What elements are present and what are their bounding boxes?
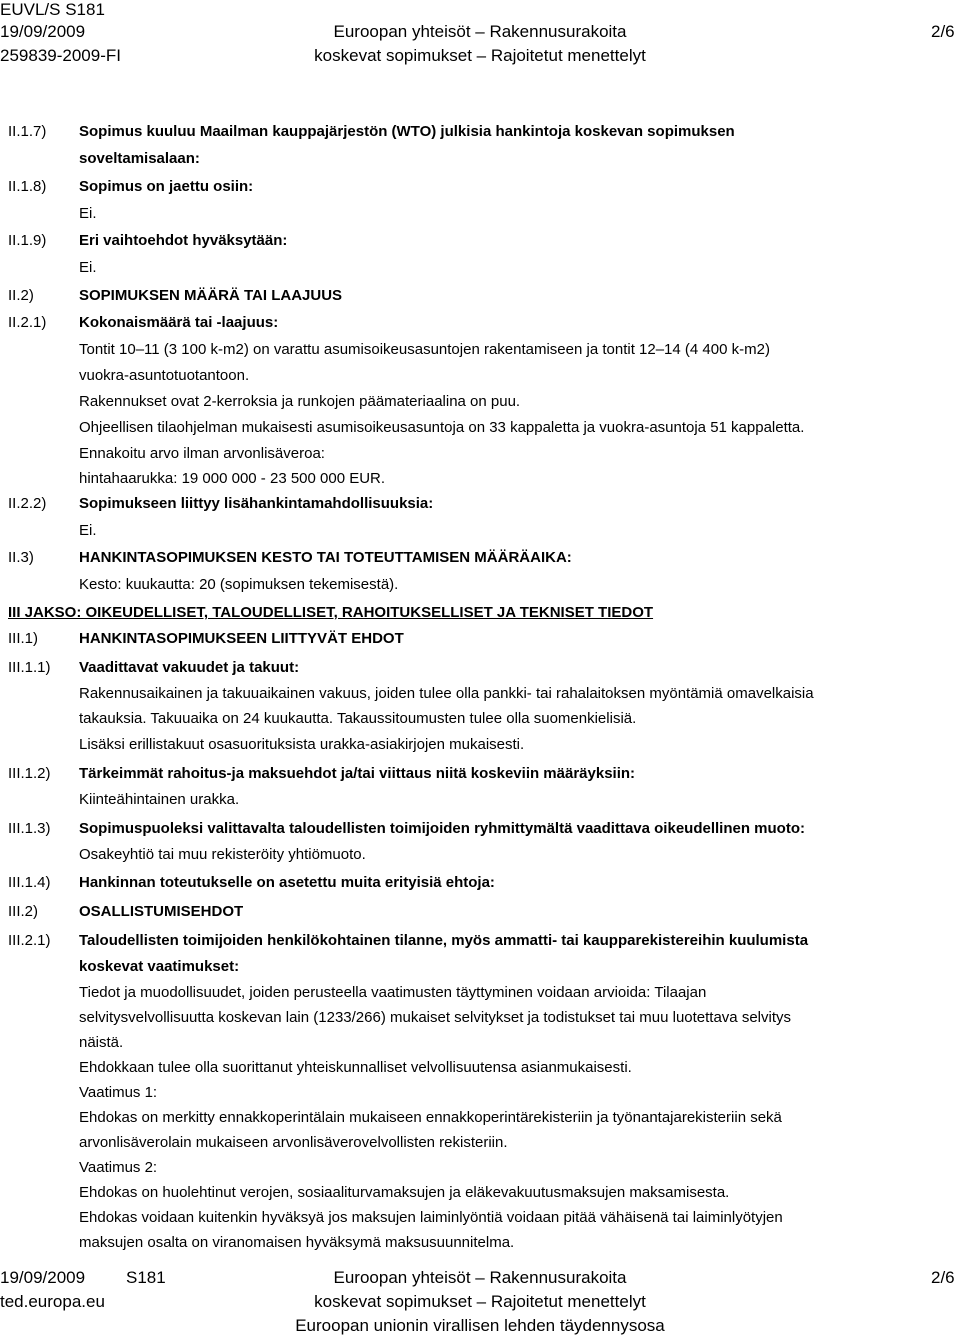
duration-value: Kesto: kuukautta: 20 (sopimuksen tekemisestä). [79, 576, 399, 593]
requirement-2-text: maksujen osalta on viranomaisen hyväksymä maksusuunnitelma. [79, 1234, 515, 1251]
footer-page-number: 2/6 [931, 1268, 955, 1287]
section-number: II.2) [8, 287, 34, 304]
special-conditions-heading: Hankinnan toteutukselle on asetettu muita erityisiä ehtoja: [79, 874, 495, 891]
header-date: 19/09/2009 [0, 22, 86, 41]
total-quantity-heading: Kokonaismäärä tai -laajuus: [79, 314, 279, 331]
financing-value: Kiinteähintainen urakka. [79, 791, 240, 808]
section-number: II.2.1) [8, 314, 47, 331]
estimated-value: hintahaarukka: 19 000 000 - 23 500 000 EUR. [79, 470, 386, 487]
section-iii-title: III JAKSO: OIKEUDELLISET, TALOUDELLISET, RAHOITUKSELLISET JA TEKNISET TIEDOT [8, 604, 654, 621]
requirement-2-text: Ehdokas voidaan kuitenkin hyväksyä jos maksujen laiminlyöntiä voidaan pitää vähäisenä tai laiminlyötyjen [79, 1209, 783, 1226]
estimated-value-label: Ennakoitu arvo ilman arvonlisäveroa: [79, 445, 325, 462]
participation-conditions-heading: OSALLISTUMISEHDOT [79, 903, 244, 920]
section-number: III.1.1) [8, 659, 51, 676]
financing-heading: Tärkeimmät rahoitus-ja maksuehdot ja/tai viittaus niitä koskeviin määräyksiin: [79, 765, 636, 782]
wto-heading: Sopimus kuuluu Maailman kauppajärjestön (WTO) julkisia hankintoja koskevan sopimuksen [79, 123, 735, 140]
header-subtitle: koskevat sopimukset – Rajoitetut menettelyt [314, 46, 646, 65]
legal-form-value: Osakeyhtiö tai muu rekisteröity yhtiömuoto. [79, 846, 366, 863]
footer-journal: Euroopan unionin virallisen lehden täydennysosa [295, 1316, 665, 1335]
requirement-2-text: Ehdokas on huolehtinut verojen, sosiaaliturvamaksujen ja eläkevakuutusmaksujen maksamisesta. [79, 1184, 730, 1201]
requirement-2-label: Vaatimus 2: [79, 1159, 158, 1176]
personal-situation-heading-cont: koskevat vaatimukset: [79, 958, 240, 975]
section-number: III.2) [8, 903, 39, 920]
section-number: III.1.2) [8, 765, 51, 782]
scope-text: Ohjeellisen tilaohjelman mukaisesti asumisoikeusasuntoja on 33 kappaletta ja vuokra-asuntoja 51 kappaletta. [79, 419, 805, 436]
wto-heading-cont: soveltamisalaan: [79, 150, 200, 167]
requirements-text: näistä. [79, 1034, 124, 1051]
footer-date: 19/09/2009 [0, 1268, 86, 1287]
footer-subtitle: koskevat sopimukset – Rajoitetut menettelyt [314, 1292, 646, 1311]
section-number: II.3) [8, 549, 34, 566]
requirement-1-label: Vaatimus 1: [79, 1084, 158, 1101]
scope-text: Tontit 10–11 (3 100 k-m2) on varattu asumisoikeusasuntojen rakentamiseen ja tontit 12–14 (4 400 k-m2) [79, 341, 770, 358]
footer-site-link[interactable]: ted.europa.eu [0, 1292, 105, 1311]
footer-title: Euroopan yhteisöt – Rakennusurakoita [333, 1268, 627, 1287]
section-number: II.2.2) [8, 495, 47, 512]
section-number: III.1.4) [8, 874, 51, 891]
section-number: III.1) [8, 630, 39, 647]
requirements-text: Ehdokkaan tulee olla suorittanut yhteiskunnalliset velvollisuutensa asianmukaisesti. [79, 1059, 632, 1076]
options-value: Ei. [79, 522, 97, 539]
scope-text: vuokra-asuntotuotantoon. [79, 367, 250, 384]
header-title: Euroopan yhteisöt – Rakennusurakoita [333, 22, 627, 41]
section-number: II.1.7) [8, 123, 47, 140]
quantity-section-title: SOPIMUKSEN MÄÄRÄ TAI LAAJUUS [79, 287, 343, 304]
footer-code: S181 [126, 1268, 166, 1287]
duration-heading: HANKINTASOPIMUKSEN KESTO TAI TOTEUTTAMISEN MÄÄRÄAIKA: [79, 549, 572, 566]
lots-heading: Sopimus on jaettu osiin: [79, 178, 254, 195]
header-notice-number: 259839-2009-FI [0, 46, 121, 65]
section-number: III.1.3) [8, 820, 51, 837]
guarantees-text: Rakennusaikainen ja takuuaikainen vakuus, joiden tulee olla pankki- tai rahalaitoksen myöntämiä omavelkaisia [79, 685, 814, 702]
section-number: II.1.9) [8, 232, 47, 249]
section-number: III.2.1) [8, 932, 51, 949]
legal-form-heading: Sopimuspuoleksi valittavalta taloudellisten toimijoiden ryhmittymältä vaadittava oikeudellinen muoto: [79, 820, 805, 837]
requirements-text: selvitysvelvollisuutta koskevan lain (1233/266) mukaiset selvitykset ja todistukset tai muu luotettava selvitys [79, 1009, 791, 1026]
guarantees-heading: Vaadittavat vakuudet ja takuut: [79, 659, 300, 676]
guarantees-text: takauksia. Takuuaika on 24 kuukautta. Takaussitoumusten tulee olla suomenkielisiä. [79, 710, 637, 727]
section-number: II.1.8) [8, 178, 47, 195]
requirements-text: Tiedot ja muodollisuudet, joiden perusteella vaatimusten täyttyminen voidaan arvioida: Tilaajan [79, 984, 707, 1001]
scope-text: Rakennukset ovat 2-kerroksia ja runkojen päämateriaalina on puu. [79, 393, 521, 410]
header-page-number: 2/6 [931, 22, 955, 41]
contract-conditions-heading: HANKINTASOPIMUKSEEN LIITTYVÄT EHDOT [79, 630, 404, 647]
personal-situation-heading: Taloudellisten toimijoiden henkilökohtainen tilanne, myös ammatti- tai kaupparekistereihin kuulumista [79, 932, 809, 949]
options-heading: Sopimukseen liittyy lisähankintamahdollisuuksia: [79, 495, 434, 512]
requirement-1-text: Ehdokas on merkitty ennakkoperintälain mukaiseen ennakkoperintärekisteriin ja työnantajarekisteriin sekä [79, 1109, 782, 1126]
requirement-1-text: arvonlisäverolain mukaiseen arvonlisäverovelvollisten rekisteriin. [79, 1134, 508, 1151]
guarantees-text: Lisäksi erillistakuut osasuorituksista urakka-asiakirjojen mukaisesti. [79, 736, 525, 753]
variants-value: Ei. [79, 259, 97, 276]
variants-heading: Eri vaihtoehdot hyväksytään: [79, 232, 288, 249]
lots-value: Ei. [79, 205, 97, 222]
header-doc-id: EUVL/S S181 [0, 0, 105, 19]
